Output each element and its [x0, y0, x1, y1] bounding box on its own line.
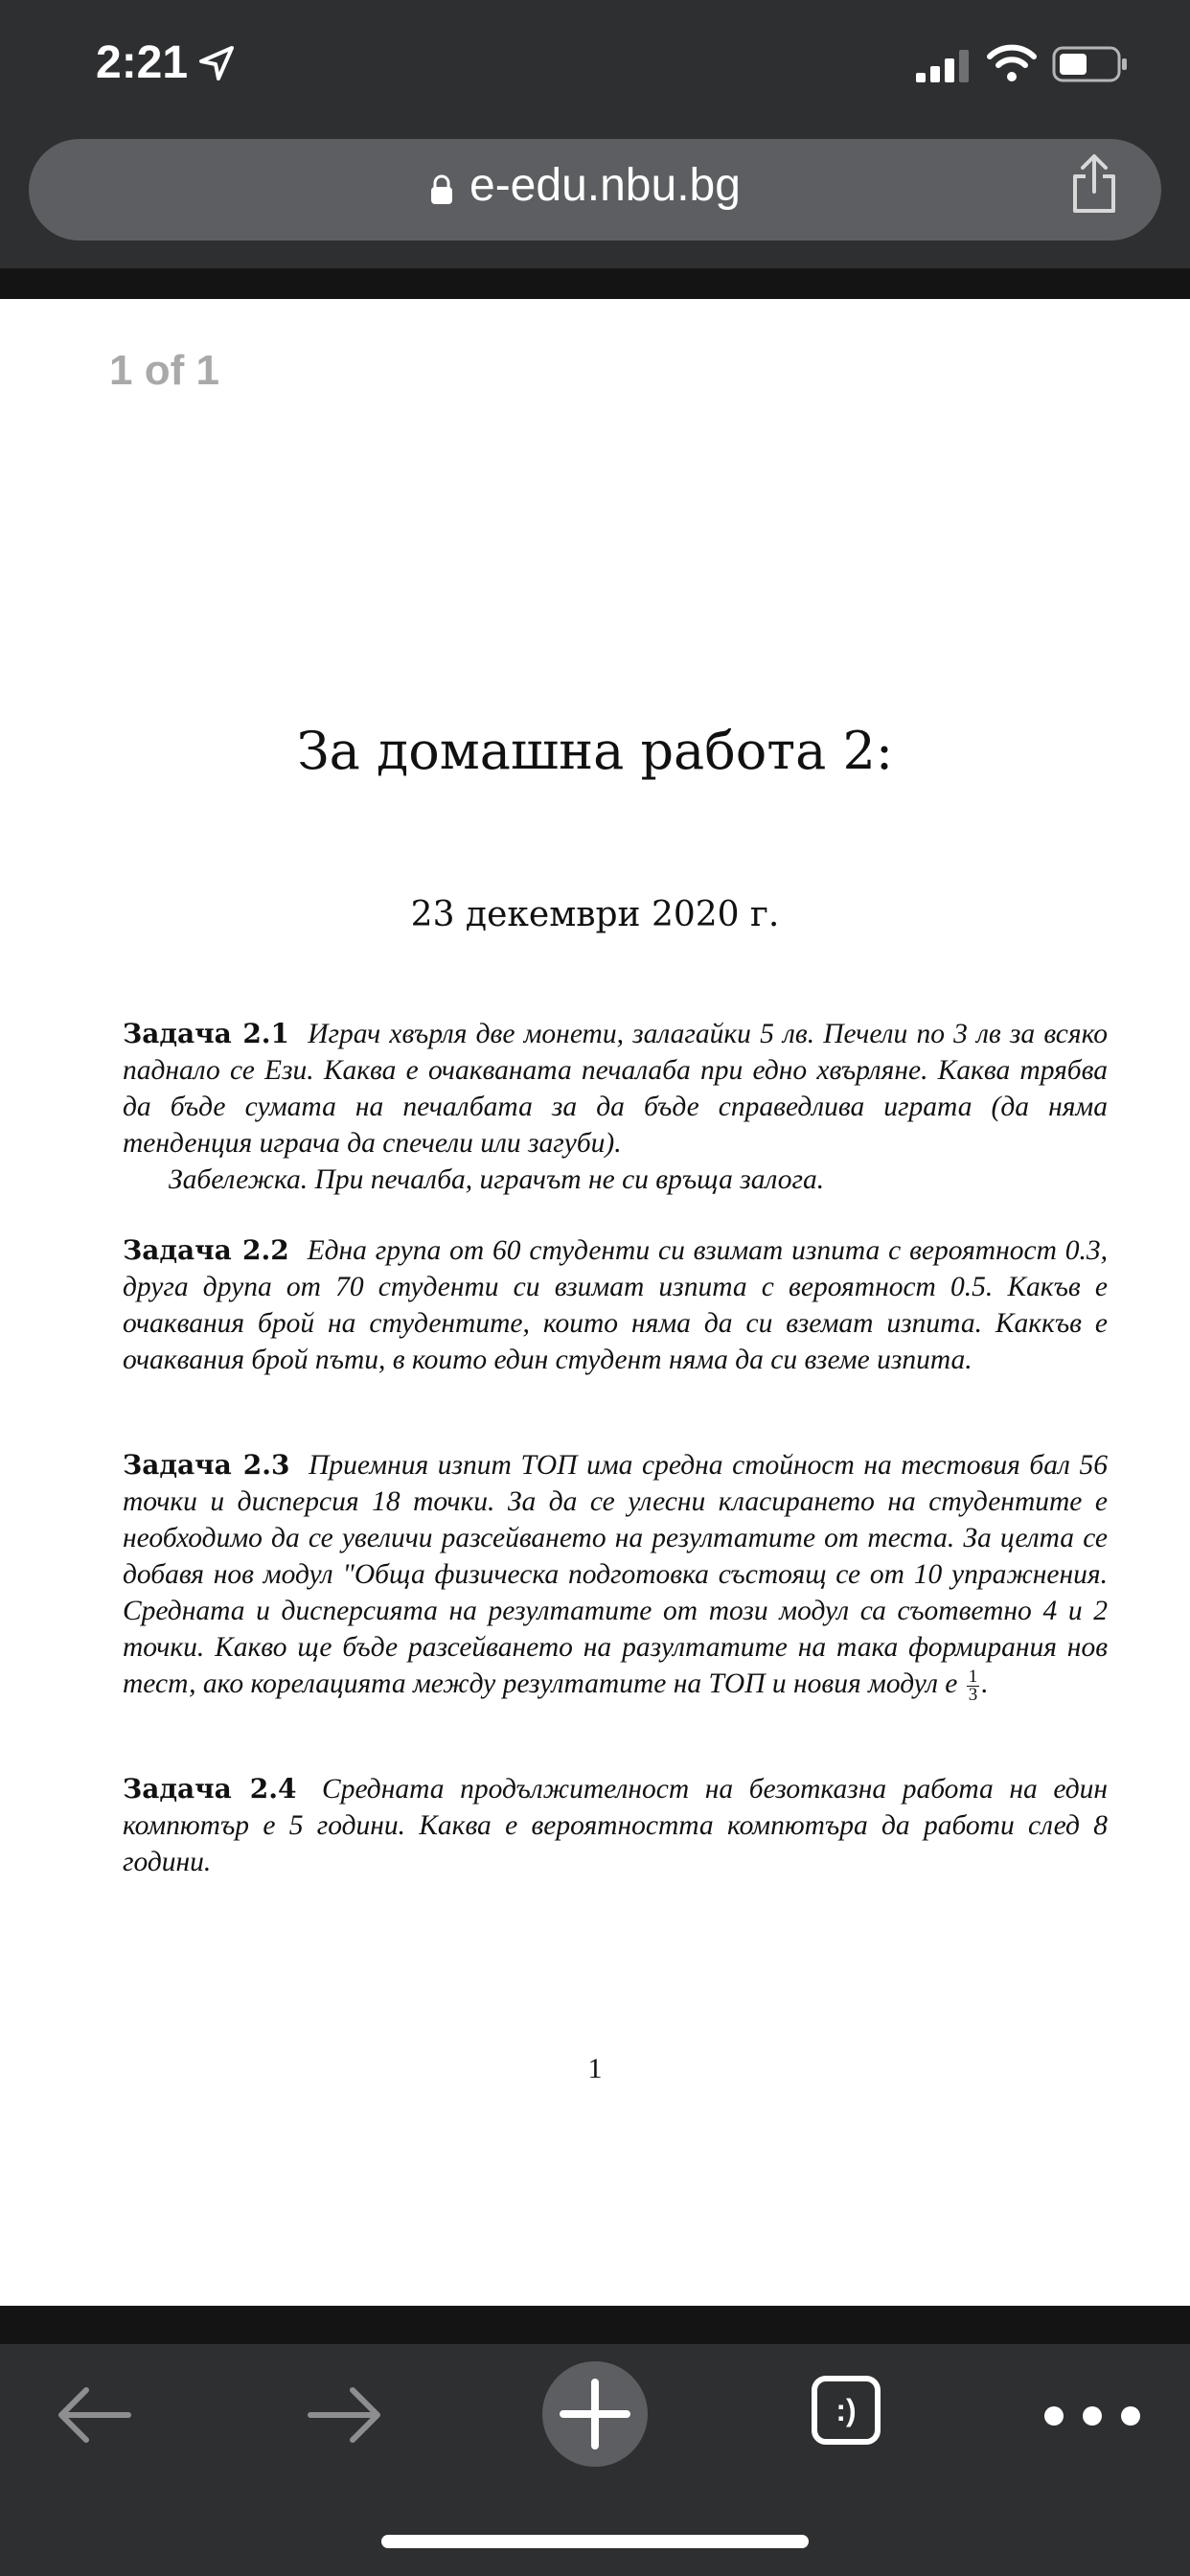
problem-suffix: . [981, 1668, 989, 1699]
problem-2-4 [123, 1771, 1108, 1880]
problem-label: Задача 2.3 [123, 1449, 290, 1481]
new-tab-button[interactable] [542, 2361, 648, 2467]
toolbar-divider [0, 2306, 1190, 2344]
forward-arrow-icon[interactable] [301, 2377, 387, 2453]
fraction-numerator: 1 [968, 1666, 978, 1687]
problem-label: Задача 2.1 [123, 1018, 290, 1049]
problem-2-2 [123, 1232, 1108, 1378]
toolbar-divider [0, 268, 1190, 299]
cellular-signal-icon [916, 50, 970, 82]
document-date: 23 декември 2020 г. [410, 895, 780, 934]
problem-text: Играч хвърля две монети, залагайки 5 лв. Печели по 3 лв за всяко паднало се Ези. Каква е очакваната печалаба при едно хвърляне. Каква трябва да бъде сумата на печалбата за да бъде справедлива играта (да няма тенденция играча да спечели или загуби). [123, 1019, 1109, 1159]
location-arrow-icon [197, 44, 236, 82]
document-title: За домашна работа 2: [296, 721, 894, 781]
fraction-one-third [967, 1668, 980, 1704]
tab-switcher-button[interactable] [811, 2375, 881, 2451]
page-number: 1 [587, 2053, 603, 2084]
problem-label: Задача 2.4 [123, 1773, 297, 1805]
back-arrow-icon[interactable] [52, 2377, 138, 2453]
home-indicator[interactable] [381, 2535, 809, 2548]
problem-2-3 [123, 1447, 1108, 1704]
problem-text: Средната продължителност на безотказна работа на един компютър е 5 години. Каква е вероятността компютъра да работи след 8 години. [123, 1774, 1108, 1877]
problem-text: Приемния изпит ТОП има средна стойност на тестовия бал 56 точки и дисперсия 18 точки. За да се улесни класирането на студентите е необходимо да се увеличи разсейването на резултатите от теста. За целта се добавя нов модул "Обща физическа подготовка състоящ се от 10 упражнения. Средната и дисперсията на резултатите от този модул са съответно 4 и 2 точки. Какво ще бъде разсейването на разултатите на така формирания нов тест, ако корелацията между резултатите на ТОП и новия модул е [123, 1450, 1108, 1699]
battery-icon [1052, 46, 1129, 82]
share-icon[interactable] [1070, 153, 1118, 215]
lock-icon [429, 174, 454, 205]
problem-text: Една група от 60 студенти си взимат изпита с вероятност 0.3, друга друпа от 70 студенти си взимат изпита с вероятност 0.5. Какъв е очаквания брой на студентите, които няма да си вземат изпита. Каккъв е очаквания брой пъти, в които един студент няма да си вземе изпита. [123, 1235, 1108, 1375]
address-bar-url[interactable]: e-edu.nbu.bg [469, 160, 741, 211]
tab-count-label: :) [835, 2393, 857, 2427]
plus-icon [542, 2361, 648, 2467]
status-time: 2:21 [96, 37, 189, 88]
problem-2-1 [123, 1016, 1108, 1198]
wifi-icon [987, 44, 1037, 82]
fraction-denominator: 3 [968, 1684, 978, 1705]
problem-label: Задача 2.2 [123, 1234, 289, 1266]
more-options-icon[interactable] [1035, 2392, 1150, 2440]
problem-note: Забележка. При печалба, играчът не си връща залога. [169, 1164, 825, 1195]
page-count-indicator: 1 of 1 [109, 347, 219, 394]
